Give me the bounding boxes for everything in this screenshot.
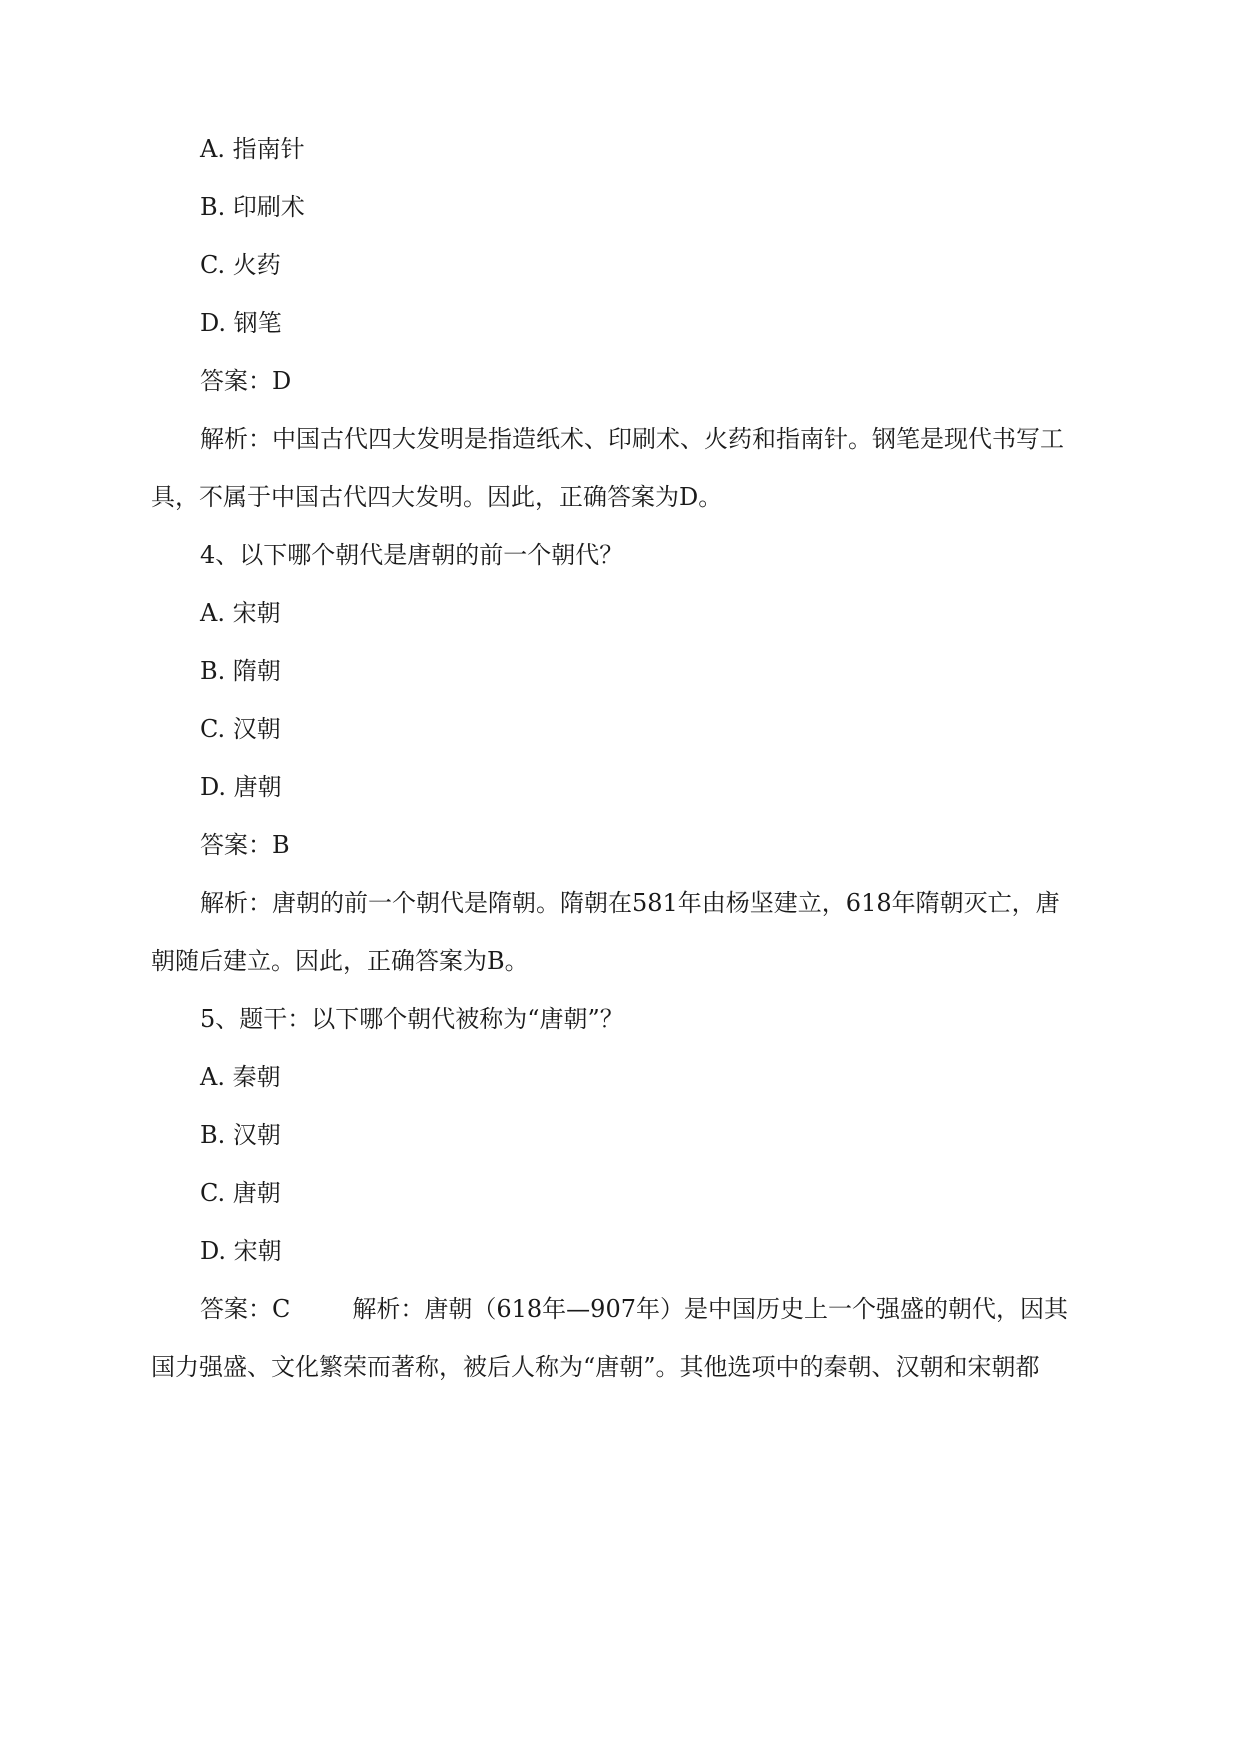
q4-answer: 答案：B: [200, 831, 290, 859]
q4-option-a: A. 宋朝: [200, 599, 281, 627]
q3-option-b: B. 印刷术: [200, 193, 305, 221]
q5-analysis-line2: 国力强盛、文化繁荣而著称，被后人称为“唐朝”。其他选项中的秦朝、汉朝和宋朝都: [151, 1353, 1040, 1381]
q4-option-d: D. 唐朝: [200, 773, 282, 801]
q4-option-c: C. 汉朝: [200, 715, 281, 743]
q5-analysis-line1: 解析：唐朝（618年—907年）是中国历史上一个强盛的朝代，因其: [352, 1295, 1068, 1323]
q3-option-c: C. 火药: [200, 251, 281, 279]
q5-option-d: D. 宋朝: [200, 1237, 282, 1265]
q4-question: 4、以下哪个朝代是唐朝的前一个朝代？: [200, 541, 624, 569]
q5-option-a: A. 秦朝: [200, 1063, 281, 1091]
q3-answer: 答案：D: [200, 367, 292, 395]
q3-option-d: D. 钢笔: [200, 309, 282, 337]
q5-answer-analysis-line: [200, 1294, 1140, 1324]
q4-analysis-line2: 朝随后建立。因此，正确答案为B。: [151, 947, 529, 975]
q5-question: 5、题干：以下哪个朝代被称为“唐朝”？: [200, 1005, 624, 1033]
q3-option-a: A. 指南针: [200, 135, 305, 163]
q5-option-c: C. 唐朝: [200, 1179, 281, 1207]
q5-option-b: B. 汉朝: [200, 1121, 281, 1149]
q3-analysis-line1: 解析：中国古代四大发明是指造纸术、印刷术、火药和指南针。钢笔是现代书写工: [200, 425, 1064, 453]
q5-answer: 答案：C: [200, 1295, 291, 1323]
q3-analysis-line2: 具，不属于中国古代四大发明。因此，正确答案为D。: [151, 483, 723, 511]
q4-analysis-line1: 解析：唐朝的前一个朝代是隋朝。隋朝在581年由杨坚建立，618年隋朝灭亡，唐: [200, 889, 1060, 917]
q4-option-b: B. 隋朝: [200, 657, 281, 685]
